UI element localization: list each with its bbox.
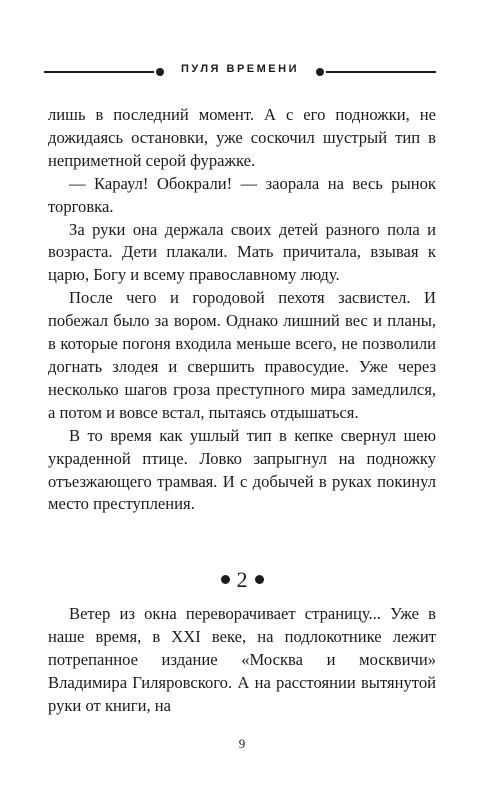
chapter-heading [0, 565, 484, 595]
page-number: 9 [238, 736, 246, 751]
header-rule-right [326, 71, 436, 73]
body-text-section-1 [48, 104, 436, 516]
chapter-dot-left [221, 575, 230, 584]
paragraph: — Караул! Обокрали! — заорала на весь рынок торговка. [48, 173, 436, 216]
running-header [44, 62, 436, 82]
chapter-number: 2 [236, 567, 248, 592]
paragraph: После чего и городовой пехотя засвистел. И побежал было за вором. Однако лишний вес и планы, в которые погоня входила меньше всего, не позволили догнать злодея и свершить правосудие. Уже через несколько шагов гроза преступного мира замедлился, а потом и вовсе встал, пытаясь отдышаться. [48, 288, 436, 422]
chapter-dot-right [255, 575, 264, 584]
header-dot-right [316, 68, 324, 76]
paragraph: Ветер из окна переворачивает страницу... Уже в наше время, в XXI веке, на подлокотнике лежит потрепанное издание «Москва и москвичи» Владимира Гиляровского. А на расстоянии вытянутой руки от книги, на [48, 604, 436, 715]
paragraph: лишь в последний момент. А с его подножки, не дожидаясь остановки, уже соскочил шустрый тип в неприметной серой фуражке. [48, 105, 436, 170]
paragraph: В то время как ушлый тип в кепке свернул шею украденной птице. Ловко запрыгнул на подножку отъезжающего трамвая. И с добычей в руках покинул место преступления. [48, 425, 436, 514]
body-text-section-2 [48, 603, 436, 718]
paragraph: За руки она держала своих детей разного пола и возраста. Дети плакали. Мать причитала, взывая к царю, Богу и всему православному люду. [48, 219, 436, 285]
running-title: ПУЛЯ ВРЕМЕНИ [181, 63, 299, 75]
